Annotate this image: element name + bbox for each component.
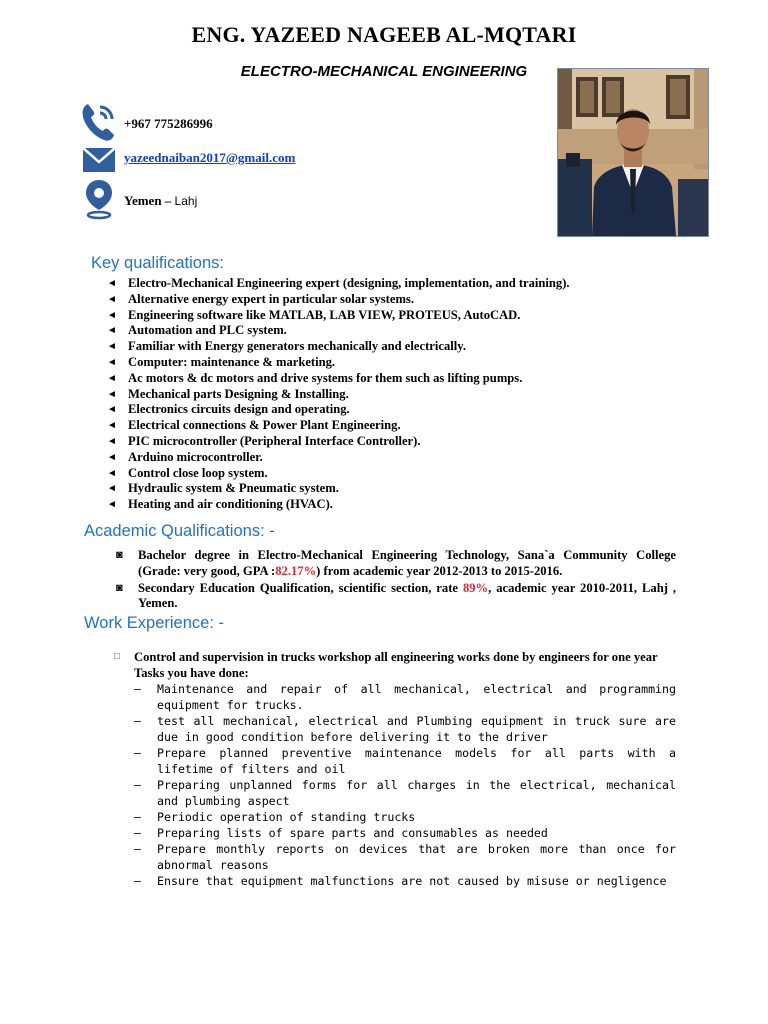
list-item: ◄ Computer: maintenance & marketing. xyxy=(107,354,336,369)
page-title: ENG. YAZEED NAGEEB AL-MQTARI xyxy=(191,22,577,47)
square-bullet-icon: ◙ xyxy=(116,581,123,594)
dash-bullet: – xyxy=(134,810,141,824)
list-item: – Preparing lists of spare parts and consumables as needed xyxy=(134,826,548,840)
dash-bullet: – xyxy=(134,746,141,760)
dash-bullet: – xyxy=(134,874,141,888)
list-item: ◄ Automation and PLC system. xyxy=(107,323,287,338)
triangle-left-icon: ◄ xyxy=(107,451,117,463)
triangle-left-icon: ◄ xyxy=(107,356,117,368)
key-qualifications-list xyxy=(107,276,707,513)
phone-icon xyxy=(80,100,118,142)
profile-photo xyxy=(557,68,709,237)
list-item: – Preparing unplanned forms for all charges in the electrical, mechanical and plumbing aspect xyxy=(134,778,676,808)
work-experience-heading: Work Experience: - xyxy=(84,614,224,632)
list-item: ◙ Secondary Education Qualification, scientific section, rate 89%, academic year 2010-2011, Lahj , Yemen. xyxy=(116,580,676,611)
dash-bullet: – xyxy=(134,826,141,840)
list-item: ◄ Hydraulic system & Pneumatic system. xyxy=(107,481,339,496)
triangle-left-icon: ◄ xyxy=(107,404,117,416)
list-item: ◄ Arduino microcontroller. xyxy=(107,449,263,464)
triangle-left-icon: ◄ xyxy=(107,278,117,289)
envelope-icon xyxy=(80,145,118,175)
list-item: ◄ Electrical connections & Power Plant Engineering. xyxy=(107,418,401,433)
rate-value: 89% xyxy=(462,580,489,595)
list-item: – Prepare planned preventive maintenance models for all parts with a lifetime of filters and oil xyxy=(134,746,676,776)
list-item: – Maintenance and repair of all mechanical, electrical and programming equipment for trucks. xyxy=(134,682,676,712)
checkbox-bullet-icon: □ xyxy=(114,651,121,662)
list-item: ◄ Alternative energy expert in particular solar systems. xyxy=(107,291,414,306)
list-item: ◄ Electro-Mechanical Engineering expert (designing, implementation, and training). xyxy=(107,276,570,290)
map-pin-icon xyxy=(80,178,118,220)
list-item: ◄ Mechanical parts Designing & Installing. xyxy=(107,386,349,401)
tasks-label: Tasks you have done: xyxy=(134,666,249,680)
list-item: – Ensure that equipment malfunctions are not caused by misuse or negligence xyxy=(134,874,667,888)
triangle-left-icon: ◄ xyxy=(107,372,117,384)
triangle-left-icon: ◄ xyxy=(107,388,117,400)
location xyxy=(124,193,197,209)
dash-bullet: – xyxy=(134,714,141,728)
location-city: Lahj xyxy=(174,194,198,208)
triangle-left-icon: ◄ xyxy=(107,483,117,495)
square-bullet-icon: ◙ xyxy=(116,549,123,561)
task-list xyxy=(114,681,676,889)
key-qualifications-heading: Key qualifications: xyxy=(91,254,224,272)
list-item: ◄ Engineering software like MATLAB, LAB VIEW, PROTEUS, AutoCAD. xyxy=(107,307,521,322)
academic-qualifications-list xyxy=(116,548,676,613)
triangle-left-icon: ◄ xyxy=(107,499,117,511)
triangle-left-icon: ◄ xyxy=(107,420,117,432)
dash-bullet: – xyxy=(134,842,141,856)
list-item: – Periodic operation of standing trucks xyxy=(134,810,416,824)
triangle-left-icon: ◄ xyxy=(107,435,117,447)
triangle-left-icon: ◄ xyxy=(107,325,117,337)
list-item: ◄ PIC microcontroller (Peripheral Interface Controller). xyxy=(107,433,421,448)
academic-qualifications-heading: Academic Qualifications: - xyxy=(84,522,275,540)
list-item: ◄ Control close loop system. xyxy=(107,465,268,480)
triangle-left-icon: ◄ xyxy=(107,467,117,479)
list-item: ◄ Ac motors & dc motors and drive systems for them such as lifting pumps. xyxy=(107,370,523,385)
work-experience-block xyxy=(114,649,676,889)
triangle-left-icon: ◄ xyxy=(107,341,117,353)
dash-bullet: – xyxy=(134,682,141,696)
gpa-value: 82.17% xyxy=(275,563,317,578)
phone-number: +967 775286996 xyxy=(124,116,213,131)
list-item: ◙ Bachelor degree in Electro-Mechanical Engineering Technology, Sana`a Community College (Grade: very good, GPA :82.17%) from academic year 2012-2013 to 2015-2016. xyxy=(116,548,676,578)
list-item: ◄ Electronics circuits design and operating. xyxy=(107,402,350,417)
page-subtitle: ELECTRO-MECHANICAL ENGINEERING xyxy=(240,63,528,80)
triangle-left-icon: ◄ xyxy=(107,293,117,305)
list-item: ◄ Familiar with Energy generators mechanically and electrically. xyxy=(107,339,466,354)
list-item: – Prepare monthly reports on devices that are broken more than once for abnormal reasons xyxy=(134,842,676,872)
job-role: □ Control and supervision in trucks workshop all engineering works done by engineers for one year xyxy=(114,650,658,664)
email-link[interactable]: yazeednaiban2017@gmail.com xyxy=(124,150,296,165)
list-item: – test all mechanical, electrical and Plumbing equipment in truck sure are due in good condition before delivering it to the driver xyxy=(134,714,676,744)
location-country: Yemen – xyxy=(124,193,175,208)
triangle-left-icon: ◄ xyxy=(107,309,117,321)
dash-bullet: – xyxy=(134,778,141,792)
list-item: ◄ Heating and air conditioning (HVAC). xyxy=(107,497,333,512)
